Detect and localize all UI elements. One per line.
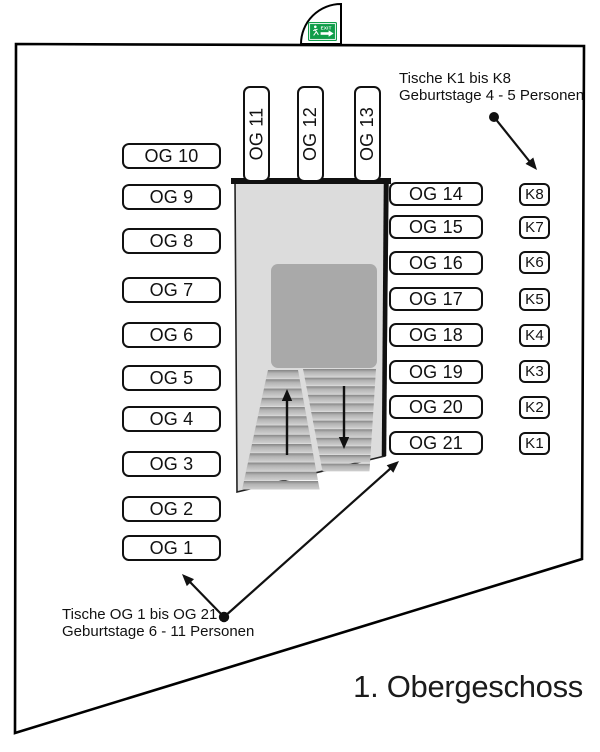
k-tables-annotation [399,70,584,104]
table-k4 [519,324,550,347]
table-label: K1 [525,435,544,452]
stair-step [252,435,311,443]
table-og-10 [122,143,221,169]
table-label: OG 7 [149,280,194,300]
table-label: K6 [525,254,544,271]
table-og-20 [389,395,483,419]
stair-step [248,453,315,461]
table-og-16 [389,251,483,275]
table-k7 [519,216,550,239]
table-label: OG 14 [408,184,464,204]
table-label: K4 [525,327,544,344]
table-og-13 [354,86,381,182]
k-annotation-line2: Geburtstage 4 - 5 Personen [399,87,585,104]
table-label: OG 9 [149,187,194,207]
table-label: OG 10 [144,146,199,166]
table-og-21 [389,431,483,455]
stair-step [260,398,305,406]
table-og-18 [389,323,483,347]
table-og-3 [122,451,221,477]
table-label: OG 4 [149,409,194,429]
k-annotation-line1: Tische K1 bis K8 [399,70,511,87]
exit-sign-icon [308,22,337,41]
stair-step [258,407,306,415]
table-label: OG 17 [408,289,464,309]
stair-step [305,378,376,386]
stair-step [319,455,370,463]
stair-step [306,386,375,394]
og-tables-annotation [62,606,254,640]
table-og-15 [389,215,483,239]
stair-step [256,416,308,424]
table-k3 [519,360,550,383]
table-og-17 [389,287,483,311]
table-label: OG 12 [300,106,321,162]
table-label: OG 19 [408,362,464,382]
page-title: 1. Obergeschoss [353,669,583,704]
og-annotation-line2: Geburtstage 6 - 11 Personen [62,623,255,640]
table-label: OG 8 [149,231,194,251]
table-k5 [519,288,550,311]
table-label: OG 2 [149,499,194,519]
table-og-5 [122,365,221,391]
table-label: OG 11 [246,107,267,161]
table-label: K5 [525,291,544,308]
stair-step [321,464,370,472]
stair-step [246,463,316,471]
stair-step [266,370,300,378]
stair-step [244,472,318,480]
table-label: OG 15 [408,217,464,237]
table-label: K2 [525,399,544,416]
table-k6 [519,251,550,274]
stairwell [231,180,391,492]
table-og-4 [122,406,221,432]
og-annotation-line1: Tische OG 1 bis OG 21 [62,606,218,623]
table-label: OG 1 [149,538,194,558]
table-label: OG 21 [408,433,464,453]
table-og-14 [389,182,483,206]
table-og-9 [122,184,221,210]
stair-step [303,369,376,377]
stair-step [311,412,373,420]
stair-step [264,379,301,387]
stair-step [242,481,320,489]
table-label: K8 [525,186,544,203]
table-og-1 [122,535,221,561]
table-og-11 [243,86,270,182]
table-og-12 [297,86,324,182]
stair-step [254,426,310,434]
table-k2 [519,396,550,419]
stair-step [313,421,373,429]
stair-step [310,403,374,411]
table-og-7 [122,277,221,303]
table-og-8 [122,228,221,254]
table-label: OG 5 [149,368,194,388]
stair-landing [271,264,377,368]
table-label: K3 [525,363,544,380]
exit-sign-label: EXIT [320,25,332,31]
table-k8 [519,183,550,206]
table-k1 [519,432,550,455]
table-label: K7 [525,219,544,236]
stair-step [262,389,303,397]
table-label: OG 6 [149,325,194,345]
table-label: OG 20 [408,397,464,417]
stair-step [308,395,374,403]
table-og-2 [122,496,221,522]
stair-step [250,444,313,452]
table-label: OG 13 [357,106,378,162]
table-og-19 [389,360,483,384]
table-label: OG 16 [408,253,464,273]
table-og-6 [122,322,221,348]
table-label: OG 18 [408,325,464,345]
stairwell-right-wall [384,180,386,456]
table-label: OG 3 [149,454,194,474]
